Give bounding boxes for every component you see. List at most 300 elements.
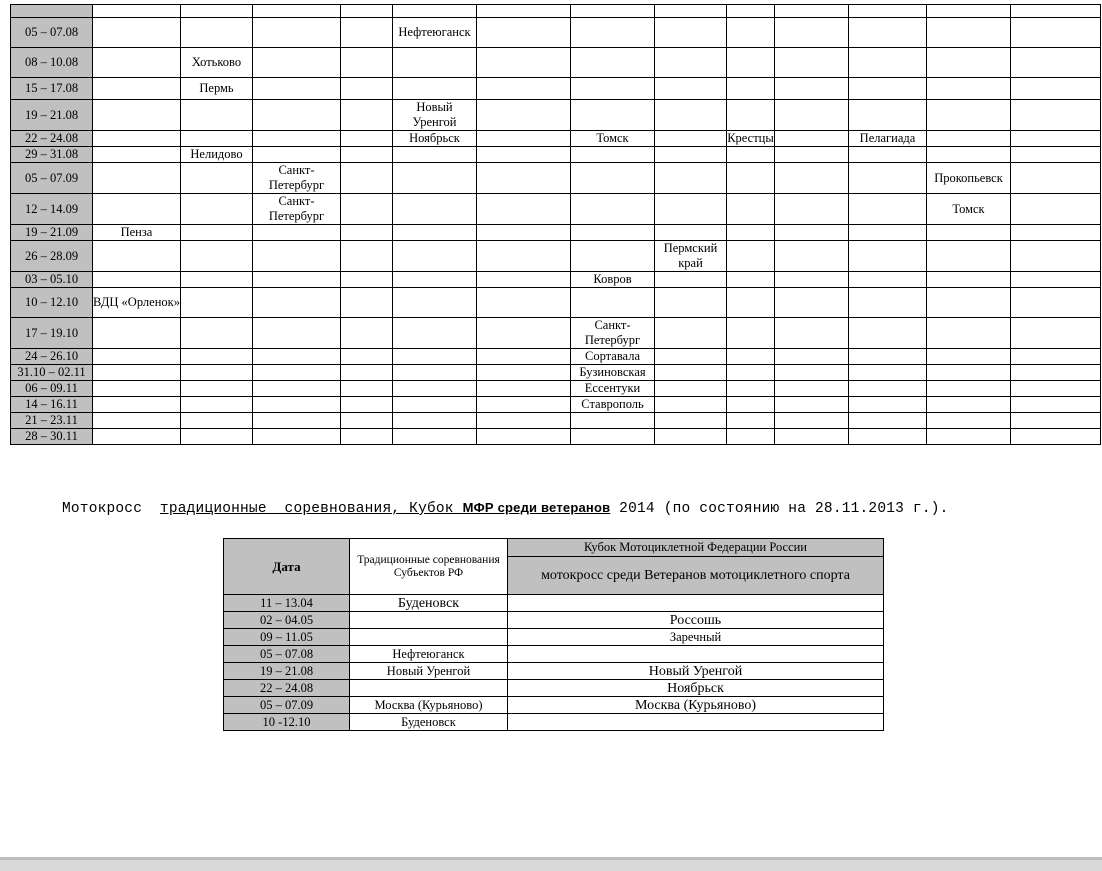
- veterans-row: [224, 646, 884, 663]
- schedule-cell: [393, 381, 477, 397]
- schedule-cell: [849, 365, 927, 381]
- schedule-cell: [1011, 5, 1101, 18]
- schedule-cell: [571, 241, 655, 272]
- schedule-cell: [181, 413, 253, 429]
- veterans-cup: Россошь: [508, 612, 884, 629]
- schedule-cell: [181, 397, 253, 413]
- schedule-cell: [775, 131, 849, 147]
- schedule-cell: [1011, 288, 1101, 318]
- schedule-cell: [393, 365, 477, 381]
- schedule-cell: [393, 241, 477, 272]
- schedule-cell: [927, 18, 1011, 48]
- schedule-cell: [1011, 272, 1101, 288]
- schedule-cell: [727, 365, 775, 381]
- veterans-row: [224, 680, 884, 697]
- veterans-traditional: Москва (Курьяново): [350, 697, 508, 714]
- schedule-cell: Ессентуки: [571, 381, 655, 397]
- veterans-date: 11 – 13.04: [224, 595, 350, 612]
- schedule-cell: [93, 163, 181, 194]
- schedule-cell: [181, 100, 253, 131]
- veterans-traditional: Новый Уренгой: [350, 663, 508, 680]
- veterans-date: 02 – 04.05: [224, 612, 350, 629]
- schedule-cell: [341, 288, 393, 318]
- schedule-date: 08 – 10.08: [11, 48, 93, 78]
- veterans-cup: Москва (Курьяново): [508, 697, 884, 714]
- schedule-cell: [849, 147, 927, 163]
- schedule-cell: [341, 131, 393, 147]
- schedule-cell: [181, 381, 253, 397]
- schedule-cell: [253, 318, 341, 349]
- schedule-cell: [927, 318, 1011, 349]
- schedule-cell: [341, 194, 393, 225]
- schedule-row: [11, 397, 1101, 413]
- schedule-cell: [341, 78, 393, 100]
- schedule-cell: [253, 225, 341, 241]
- veterans-date: 05 – 07.09: [224, 697, 350, 714]
- schedule-cell: [775, 194, 849, 225]
- schedule-cell: [253, 429, 341, 445]
- schedule-date: 19 – 21.09: [11, 225, 93, 241]
- schedule-cell: [849, 100, 927, 131]
- schedule-cell: [727, 194, 775, 225]
- schedule-cell: [477, 349, 571, 365]
- schedule-cell: [93, 318, 181, 349]
- schedule-row: [11, 349, 1101, 365]
- schedule-date: 03 – 05.10: [11, 272, 93, 288]
- schedule-cell: Ставрополь: [571, 397, 655, 413]
- schedule-cell: [393, 288, 477, 318]
- schedule-date: 21 – 23.11: [11, 413, 93, 429]
- schedule-date: 05 – 07.08: [11, 18, 93, 48]
- schedule-cell: [571, 5, 655, 18]
- schedule-cell: [727, 413, 775, 429]
- schedule-cell: [727, 288, 775, 318]
- schedule-cell: [849, 163, 927, 194]
- schedule-cell: [927, 5, 1011, 18]
- schedule-cell: [1011, 147, 1101, 163]
- schedule-cell: [1011, 413, 1101, 429]
- schedule-cell: [341, 147, 393, 163]
- schedule-cell: [849, 381, 927, 397]
- schedule-cell: [927, 131, 1011, 147]
- schedule-row: [11, 163, 1101, 194]
- schedule-cell: Томск: [571, 131, 655, 147]
- schedule-cell: [93, 349, 181, 365]
- schedule-cell: [727, 163, 775, 194]
- schedule-cell: Пелагиада: [849, 131, 927, 147]
- schedule-cell: [571, 429, 655, 445]
- veterans-cup: Заречный: [508, 629, 884, 646]
- schedule-cell: [1011, 163, 1101, 194]
- schedule-cell: [253, 48, 341, 78]
- schedule-cell: [849, 272, 927, 288]
- schedule-date: 26 – 28.09: [11, 241, 93, 272]
- schedule-cell: [93, 381, 181, 397]
- schedule-date: 22 – 24.08: [11, 131, 93, 147]
- schedule-cell: [727, 78, 775, 100]
- schedule-cell: [727, 241, 775, 272]
- schedule-cell: [849, 18, 927, 48]
- schedule-cell: [927, 413, 1011, 429]
- schedule-cell: [727, 48, 775, 78]
- schedule-cell: [775, 288, 849, 318]
- schedule-row: [11, 100, 1101, 131]
- schedule-cell: [727, 349, 775, 365]
- schedule-cell: [477, 194, 571, 225]
- schedule-cell: [571, 100, 655, 131]
- schedule-cell: [655, 381, 727, 397]
- schedule-cell: [571, 288, 655, 318]
- schedule-cell: [571, 225, 655, 241]
- schedule-body: [11, 5, 1101, 445]
- schedule-cell: [393, 5, 477, 18]
- veterans-date: 09 – 11.05: [224, 629, 350, 646]
- schedule-row: [11, 288, 1101, 318]
- schedule-cell: [655, 349, 727, 365]
- schedule-cell: [393, 48, 477, 78]
- schedule-cell: [655, 5, 727, 18]
- schedule-cell: [253, 147, 341, 163]
- veterans-cup: [508, 595, 884, 612]
- schedule-cell: [393, 349, 477, 365]
- schedule-row: [11, 241, 1101, 272]
- schedule-date: [11, 5, 93, 18]
- schedule-row: [11, 413, 1101, 429]
- schedule-cell: [927, 429, 1011, 445]
- schedule-cell: [571, 163, 655, 194]
- schedule-cell: [477, 288, 571, 318]
- schedule-cell: [393, 413, 477, 429]
- schedule-cell: Пермь: [181, 78, 253, 100]
- schedule-cell: [93, 78, 181, 100]
- schedule-cell: [341, 163, 393, 194]
- schedule-cell: [927, 147, 1011, 163]
- schedule-cell: [927, 48, 1011, 78]
- title-part-3: МФР среди ветеранов: [462, 500, 611, 515]
- schedule-cell: [571, 413, 655, 429]
- schedule-cell: [181, 318, 253, 349]
- schedule-cell: [341, 429, 393, 445]
- schedule-cell: [477, 318, 571, 349]
- schedule-date: 06 – 09.11: [11, 381, 93, 397]
- schedule-row: [11, 194, 1101, 225]
- veterans-cup: [508, 646, 884, 663]
- schedule-cell: [1011, 349, 1101, 365]
- schedule-date: 29 – 31.08: [11, 147, 93, 163]
- schedule-cell: [477, 131, 571, 147]
- veterans-date: 10 -12.10: [224, 714, 350, 731]
- schedule-cell: [477, 429, 571, 445]
- schedule-cell: [477, 147, 571, 163]
- schedule-cell: ВДЦ «Орленок»: [93, 288, 181, 318]
- schedule-cell: [727, 381, 775, 397]
- schedule-cell: [93, 147, 181, 163]
- schedule-cell: [727, 272, 775, 288]
- schedule-cell: [253, 288, 341, 318]
- schedule-cell: [727, 429, 775, 445]
- schedule-cell: Нефтеюганск: [393, 18, 477, 48]
- schedule-cell: [181, 349, 253, 365]
- schedule-cell: Санкт-Петербург: [253, 163, 341, 194]
- schedule-cell: [655, 48, 727, 78]
- schedule-cell: [393, 163, 477, 194]
- veterans-cup: Ноябрьск: [508, 680, 884, 697]
- schedule-cell: [655, 100, 727, 131]
- schedule-cell: [775, 18, 849, 48]
- schedule-cell: [341, 225, 393, 241]
- schedule-cell: [341, 241, 393, 272]
- schedule-cell: [655, 413, 727, 429]
- schedule-cell: Пермский край: [655, 241, 727, 272]
- schedule-table: [10, 4, 1101, 445]
- schedule-cell: [927, 225, 1011, 241]
- schedule-cell: [775, 5, 849, 18]
- schedule-cell: [341, 100, 393, 131]
- schedule-cell: [927, 78, 1011, 100]
- schedule-cell: [477, 397, 571, 413]
- schedule-cell: [341, 381, 393, 397]
- schedule-cell: [727, 18, 775, 48]
- schedule-cell: [775, 225, 849, 241]
- schedule-cell: [849, 397, 927, 413]
- schedule-cell: [655, 78, 727, 100]
- schedule-cell: [655, 272, 727, 288]
- schedule-cell: [927, 365, 1011, 381]
- schedule-cell: [849, 349, 927, 365]
- schedule-cell: [849, 225, 927, 241]
- schedule-cell: [1011, 194, 1101, 225]
- schedule-cell: [181, 241, 253, 272]
- schedule-cell: [93, 272, 181, 288]
- veterans-cup: Новый Уренгой: [508, 663, 884, 680]
- schedule-date: 17 – 19.10: [11, 318, 93, 349]
- schedule-cell: [727, 225, 775, 241]
- schedule-cell: [253, 131, 341, 147]
- schedule-cell: [927, 349, 1011, 365]
- schedule-row: [11, 78, 1101, 100]
- schedule-cell: [1011, 365, 1101, 381]
- schedule-cell: Нелидово: [181, 147, 253, 163]
- schedule-cell: [775, 429, 849, 445]
- schedule-cell: [181, 429, 253, 445]
- schedule-cell: [253, 272, 341, 288]
- schedule-cell: [571, 194, 655, 225]
- schedule-cell: [571, 147, 655, 163]
- schedule-cell: [393, 78, 477, 100]
- schedule-row: [11, 225, 1101, 241]
- schedule-cell: [181, 18, 253, 48]
- schedule-cell: [655, 225, 727, 241]
- schedule-cell: [181, 5, 253, 18]
- schedule-cell: [181, 272, 253, 288]
- schedule-cell: [93, 5, 181, 18]
- header-traditional: Традиционные соревнования Субъектов РФ: [350, 539, 508, 595]
- schedule-row: [11, 5, 1101, 18]
- schedule-cell: [393, 194, 477, 225]
- schedule-cell: [253, 397, 341, 413]
- schedule-cell: [1011, 78, 1101, 100]
- schedule-cell: [775, 48, 849, 78]
- veterans-date: 22 – 24.08: [224, 680, 350, 697]
- schedule-cell: [477, 163, 571, 194]
- schedule-cell: [927, 241, 1011, 272]
- title-part-4: 2014 (по состоянию на 28.11.2013 г.).: [610, 501, 949, 517]
- schedule-cell: [393, 225, 477, 241]
- schedule-cell: [849, 413, 927, 429]
- schedule-cell: [727, 147, 775, 163]
- schedule-cell: [253, 78, 341, 100]
- schedule-cell: [93, 194, 181, 225]
- schedule-cell: [1011, 381, 1101, 397]
- schedule-cell: [775, 413, 849, 429]
- schedule-cell: [775, 78, 849, 100]
- schedule-cell: [341, 413, 393, 429]
- schedule-cell: Крестцы: [727, 131, 774, 145]
- schedule-cell: [655, 429, 727, 445]
- schedule-cell: [849, 429, 927, 445]
- schedule-cell: [253, 241, 341, 272]
- veterans-row: [224, 714, 884, 731]
- schedule-date: 19 – 21.08: [11, 100, 93, 131]
- schedule-cell: Ковров: [571, 272, 655, 288]
- veterans-row: [224, 663, 884, 680]
- window-bottom-bar: [0, 857, 1102, 871]
- schedule-cell: [1011, 48, 1101, 78]
- schedule-cell: [655, 131, 727, 147]
- schedule-cell: Санкт-Петербург: [253, 194, 341, 225]
- schedule-cell: [727, 100, 775, 131]
- header-cup-sub: мотокросс среди Ветеранов мотоциклетного спорта: [508, 557, 884, 595]
- schedule-cell: [181, 194, 253, 225]
- schedule-row: [11, 381, 1101, 397]
- schedule-cell: [253, 381, 341, 397]
- schedule-cell: Бузиновская: [571, 365, 655, 381]
- schedule-cell: [393, 318, 477, 349]
- schedule-cell: [927, 381, 1011, 397]
- schedule-cell: [655, 147, 727, 163]
- schedule-cell: [775, 272, 849, 288]
- schedule-cell: [655, 365, 727, 381]
- schedule-cell: [341, 48, 393, 78]
- schedule-cell: [655, 288, 727, 318]
- veterans-traditional: [350, 680, 508, 697]
- schedule-cell: [181, 163, 253, 194]
- section-title: [62, 500, 949, 517]
- schedule-cell: [477, 413, 571, 429]
- schedule-cell: [393, 272, 477, 288]
- schedule-date: 10 – 12.10: [11, 288, 93, 318]
- schedule-cell: Сортавала: [571, 349, 655, 365]
- schedule-cell: [477, 48, 571, 78]
- schedule-cell: [1011, 131, 1101, 147]
- veterans-row: [224, 612, 884, 629]
- schedule-cell: [253, 18, 341, 48]
- schedule-cell: [1011, 397, 1101, 413]
- schedule-cell: Санкт-Петербург: [571, 318, 655, 349]
- schedule-cell: [393, 429, 477, 445]
- schedule-date: 28 – 30.11: [11, 429, 93, 445]
- schedule-cell: [253, 349, 341, 365]
- schedule-cell: [775, 100, 849, 131]
- schedule-row: [11, 318, 1101, 349]
- veterans-date: 05 – 07.08: [224, 646, 350, 663]
- schedule-cell: [93, 131, 181, 147]
- schedule-cell: [571, 78, 655, 100]
- schedule-cell: [655, 194, 727, 225]
- schedule-cell: [775, 349, 849, 365]
- schedule-cell: [727, 397, 775, 413]
- header-date: Дата: [224, 539, 350, 595]
- schedule-cell: [477, 381, 571, 397]
- schedule-cell: [927, 100, 1011, 131]
- schedule-cell: [727, 5, 775, 18]
- schedule-cell: [655, 18, 727, 48]
- schedule-cell: [93, 429, 181, 445]
- schedule-cell: [393, 397, 477, 413]
- veterans-row: [224, 595, 884, 612]
- schedule-cell: [477, 365, 571, 381]
- schedule-cell: [1011, 225, 1101, 241]
- schedule-cell: [849, 48, 927, 78]
- schedule-cell: [655, 163, 727, 194]
- schedule-cell: [181, 365, 253, 381]
- schedule-cell: [927, 288, 1011, 318]
- schedule-cell: [93, 18, 181, 48]
- schedule-row: [11, 131, 1101, 147]
- schedule-cell: Томск: [927, 194, 1011, 225]
- schedule-row: [11, 272, 1101, 288]
- schedule-cell: Ноябрьск: [393, 131, 477, 147]
- schedule-cell: [93, 365, 181, 381]
- schedule-date: 24 – 26.10: [11, 349, 93, 365]
- veterans-cup: [508, 714, 884, 731]
- title-part-1: Мотокросс: [62, 501, 160, 517]
- schedule-cell: Хотьково: [181, 48, 253, 78]
- schedule-cell: [655, 318, 727, 349]
- schedule-date: 31.10 – 02.11: [11, 365, 93, 381]
- schedule-cell: [927, 272, 1011, 288]
- schedule-cell: [341, 349, 393, 365]
- schedule-row: [11, 48, 1101, 78]
- schedule-date: 14 – 16.11: [11, 397, 93, 413]
- schedule-cell: Прокопьевск: [927, 163, 1011, 194]
- schedule-cell: Новый Уренгой: [393, 100, 477, 131]
- schedule-cell: [477, 225, 571, 241]
- schedule-row: [11, 429, 1101, 445]
- schedule-cell: [849, 241, 927, 272]
- schedule-cell: [93, 100, 181, 131]
- schedule-cell: [775, 365, 849, 381]
- schedule-cell: [571, 18, 655, 48]
- schedule-cell: [93, 241, 181, 272]
- schedule-cell: [1011, 429, 1101, 445]
- veterans-row: [224, 629, 884, 646]
- schedule-cell: [341, 365, 393, 381]
- schedule-row: [11, 147, 1101, 163]
- schedule-cell: [727, 318, 775, 349]
- schedule-cell: [253, 413, 341, 429]
- header-cup: Кубок Мотоциклетной Федерации России: [508, 539, 884, 557]
- veterans-traditional: Нефтеюганск: [350, 646, 508, 663]
- schedule-date: 12 – 14.09: [11, 194, 93, 225]
- schedule-cell: [849, 288, 927, 318]
- schedule-cell: [849, 78, 927, 100]
- schedule-cell: [477, 18, 571, 48]
- veterans-traditional: [350, 629, 508, 646]
- veterans-date: 19 – 21.08: [224, 663, 350, 680]
- schedule-cell: [477, 5, 571, 18]
- schedule-cell: [93, 413, 181, 429]
